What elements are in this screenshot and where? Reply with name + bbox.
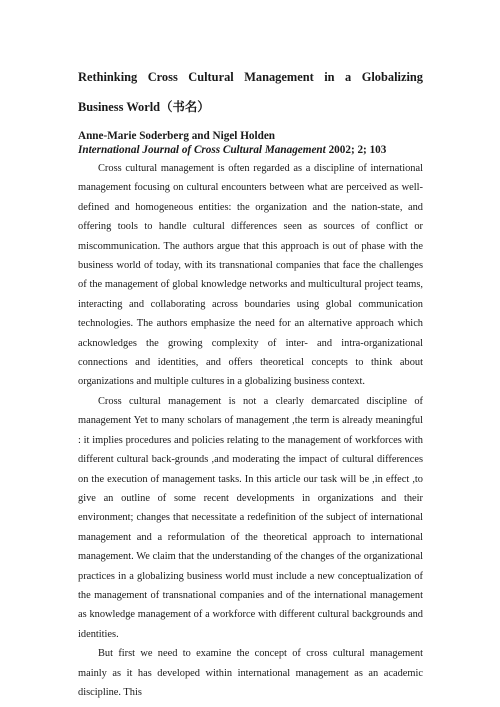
journal-details: 2002; 2; 103 — [325, 144, 387, 156]
journal-citation — [78, 143, 423, 157]
article-title: Rethinking Cross Cultural Management in a Globalizing Business World（书名） — [78, 70, 423, 114]
document-page — [78, 62, 423, 702]
body-paragraph-2: But first we need to examine the concept of cross cultural management mainly as it has developed within international management as an academic discipline. This — [78, 648, 423, 698]
body-paragraph-1: Cross cultural management is not a clearly demarcated discipline of management Yet to many scholars of management ,the term is already meaningful : it implies procedures and policies relating to the management of workforces with different cultural back-grounds ,and moderating the impact of cultural differences on the execution of management tasks. In this article our task will be ,in effect ,to give an outline of some recent developments in organizations and their environment; changes that necessitate a redefinition of the subject of international management and a reformulation of the theoretical approach to international management. We claim that the understanding of the changes of the organizational practices in a globalizing business world must include a new conceptualization of the management of transnational companies and of the international management as knowledge management of a workforce with different cultural backgrounds and identities. — [78, 395, 423, 640]
article-authors: Anne-Marie Soderberg and Nigel Holden — [78, 130, 276, 142]
journal-name: International Journal of Cross Cultural Management — [78, 144, 326, 156]
abstract-paragraph: Cross cultural management is often regarded as a discipline of international management focusing on cultural encounters between what are perceived as well-defined and homogeneous entities: the organization and the nation-state, and offering tools to handle cultural differences seen as sources of conflict or miscommunication. The authors argue that this approach is out of phase with the business world of today, with its transnational companies that face the challenges of the management of global knowledge networks and multicultural project teams, interacting and collaborating across boundaries using global communication technologies. The authors emphasize the need for an alternative approach which acknowledges the growing complexity of inter- and intra-organizational connections and identities, and offers theoretical concepts to think about organizations and multiple cultures in a globalizing business context. — [78, 163, 423, 388]
